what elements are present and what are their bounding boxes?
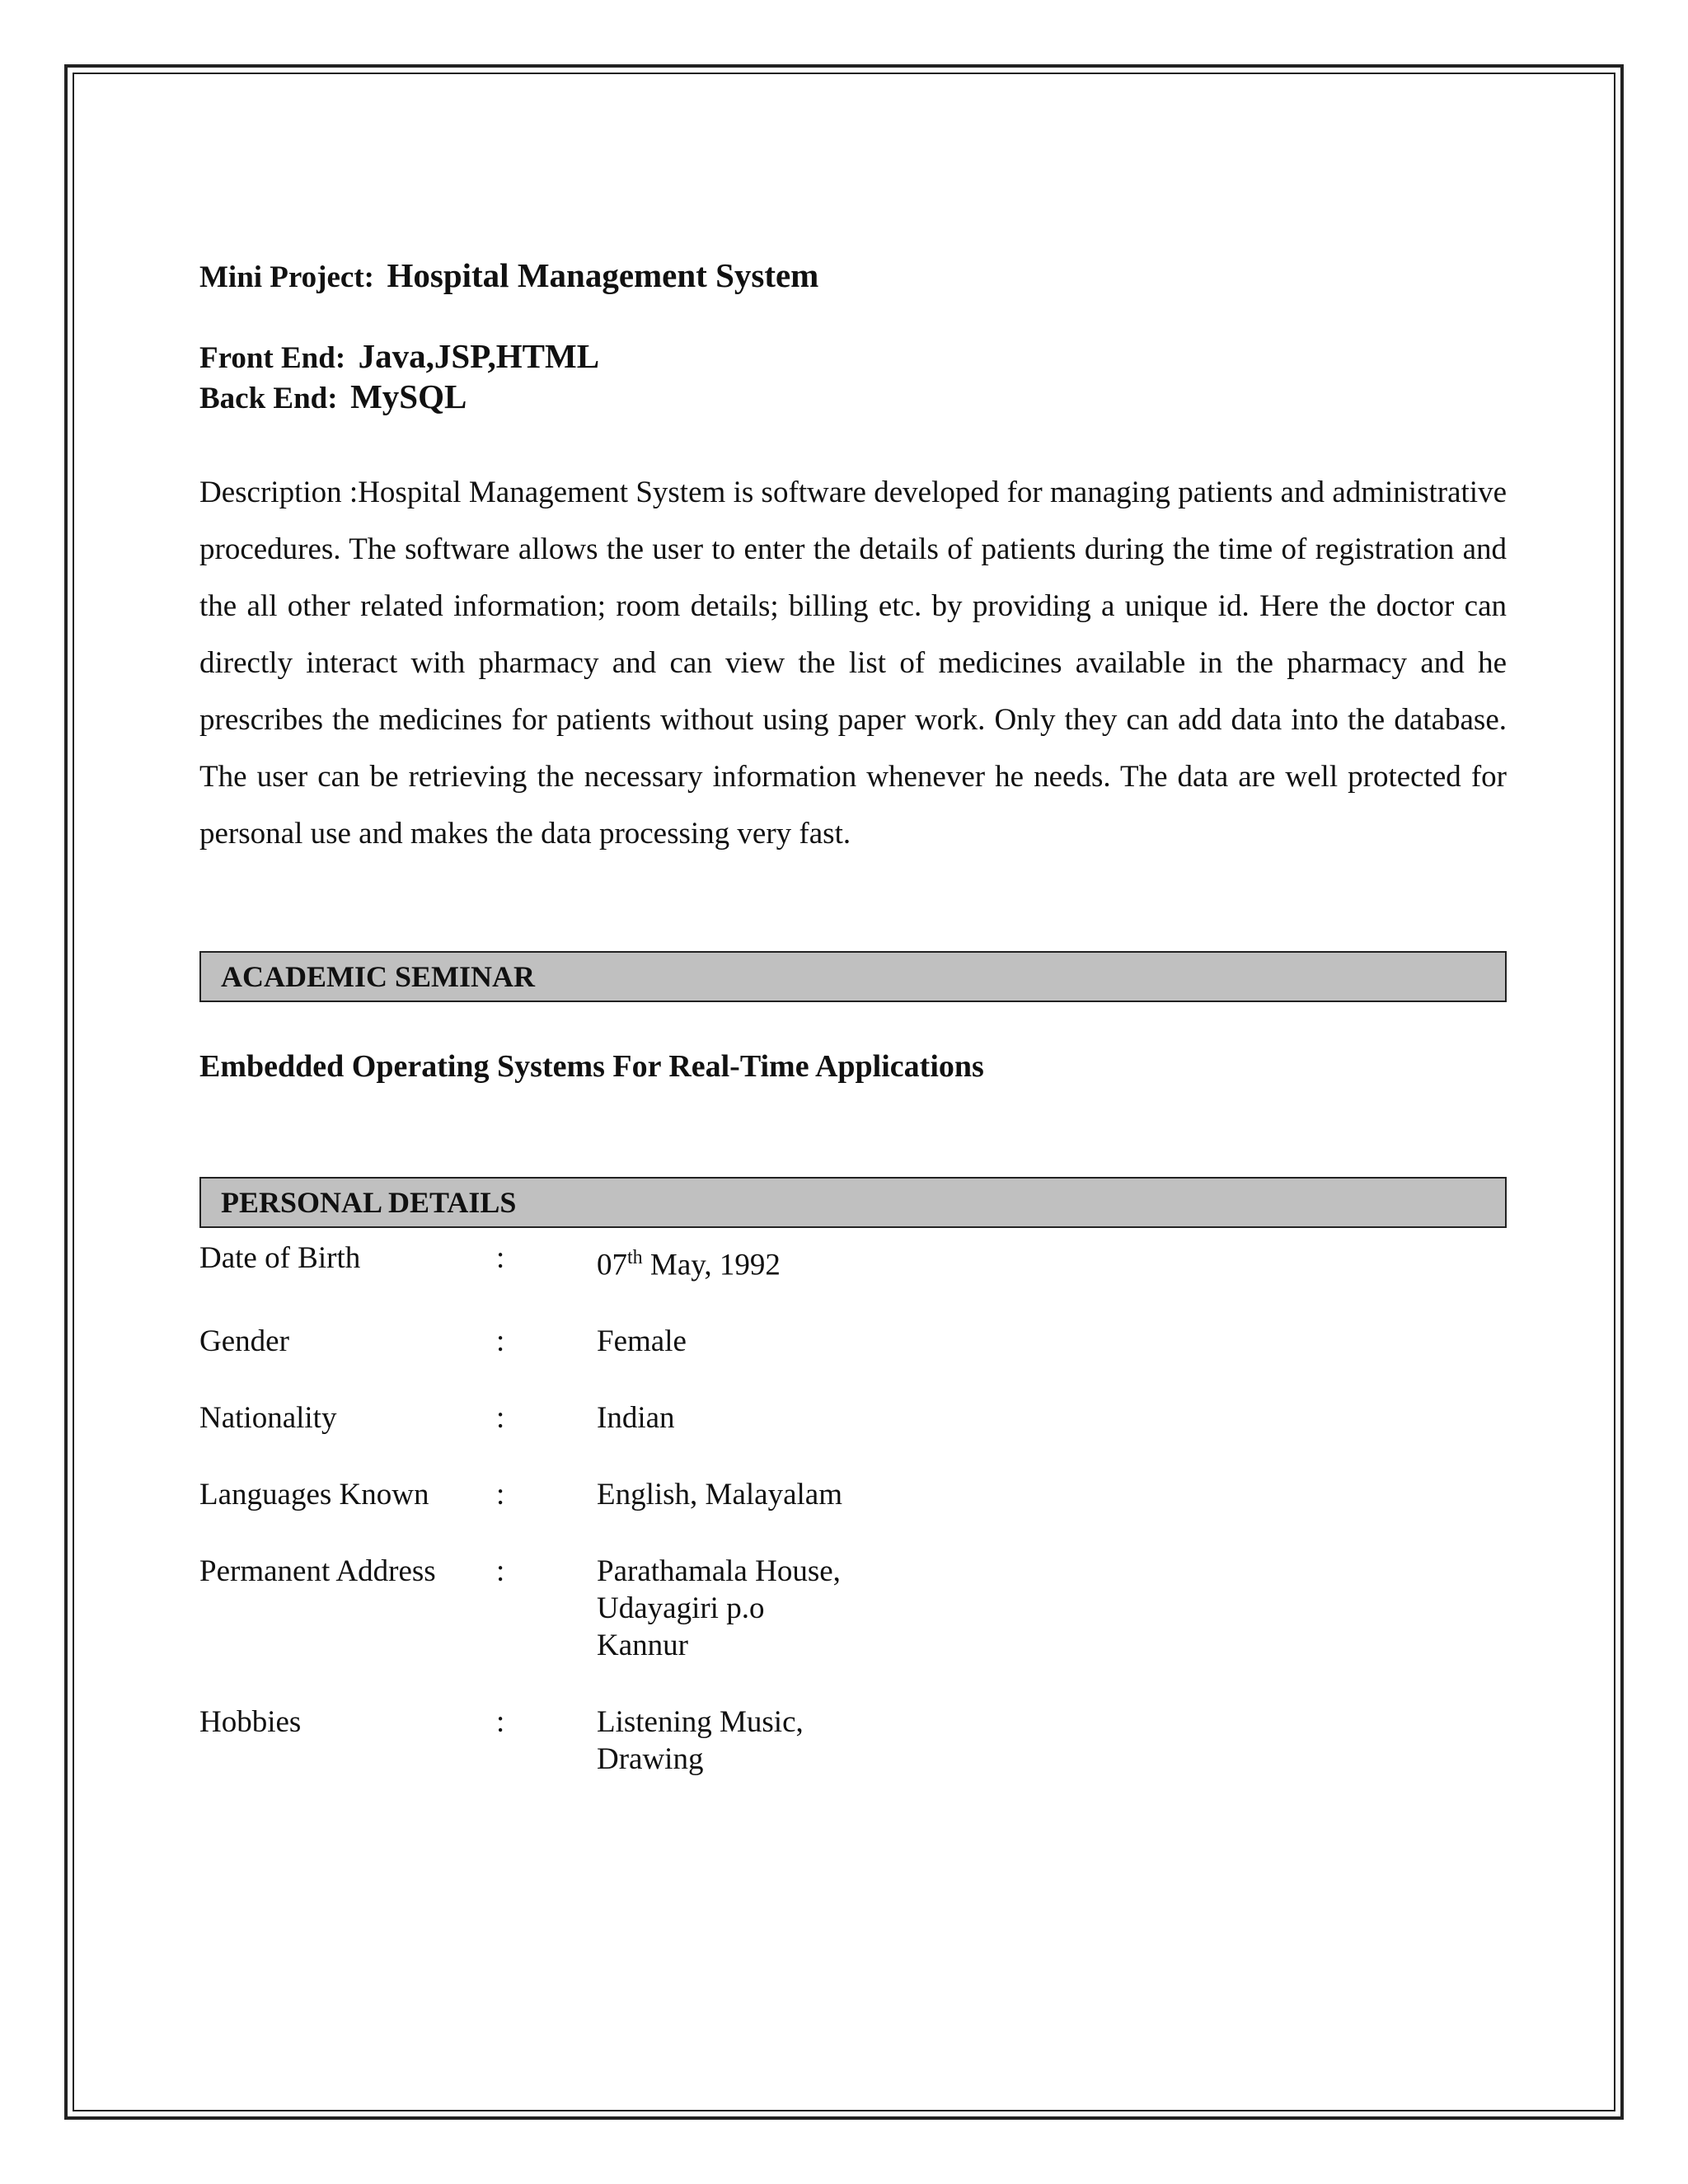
personal-details-list (199, 1240, 1507, 1778)
academic-seminar-heading: ACADEMIC SEMINAR (199, 951, 1507, 1002)
detail-row-gender (199, 1323, 1507, 1360)
gender-label: Gender (199, 1324, 289, 1359)
mini-project-value: Hospital Management System (387, 256, 819, 294)
languages-label: Languages Known (199, 1478, 429, 1512)
hobby-line: Listening Music, (597, 1705, 804, 1740)
dob-label: Date of Birth (199, 1240, 361, 1275)
separator: : (496, 1324, 505, 1359)
separator: : (496, 1705, 505, 1740)
separator: : (496, 1240, 505, 1275)
personal-details-heading: PERSONAL DETAILS (199, 1177, 1507, 1228)
detail-row-dob (199, 1240, 1507, 1283)
separator: : (496, 1401, 505, 1436)
separator: : (496, 1478, 505, 1512)
mini-project-label: Mini Project: (199, 260, 374, 294)
back-end-label: Back End: (199, 382, 338, 416)
back-end-line (199, 377, 1507, 418)
detail-row-languages (199, 1476, 1507, 1513)
front-end-value: Java,JSP,HTML (358, 336, 600, 375)
seminar-title: Embedded Operating Systems For Real-Time Applications (199, 1048, 984, 1084)
address-line: Udayagiri p.o (597, 1591, 765, 1626)
address-line: Parathamala House, (597, 1554, 841, 1589)
back-end-value: MySQL (350, 377, 467, 416)
nationality-value: Indian (597, 1401, 675, 1436)
hobby-line: Drawing (597, 1742, 704, 1777)
dob-value (597, 1240, 1507, 1283)
address-line: Kannur (597, 1629, 688, 1663)
separator: : (496, 1554, 505, 1589)
address-value (597, 1553, 1507, 1664)
languages-value: English, Malayalam (597, 1478, 842, 1512)
nationality-label: Nationality (199, 1401, 337, 1436)
mini-project-line (199, 255, 1507, 297)
hobbies-label: Hobbies (199, 1705, 302, 1740)
resume-content (199, 255, 1507, 1778)
dob-day: 07 (597, 1248, 627, 1282)
dob-month-year: May, 1992 (642, 1248, 781, 1282)
dob-suffix: th (627, 1246, 643, 1268)
hobbies-value (597, 1704, 1507, 1778)
detail-row-address (199, 1553, 1507, 1664)
address-label: Permanent Address (199, 1554, 436, 1589)
project-description: Description :Hospital Management System is software developed for managing patients and administrative procedures. The software allows the user to enter the details of patients during the time of registration and the all other related information; room details; billing etc. by providing a unique id. Here the doctor can directly interact with pharmacy and can view the list of medicines available in the pharmacy and he prescribes the medicines for patients without using paper work. Only they can add data into the database. The user can be retrieving the necessary information whenever he needs. The data are well protected for personal use and makes the data processing very fast. (199, 475, 1507, 851)
gender-value: Female (597, 1324, 687, 1359)
front-end-line (199, 336, 1507, 377)
detail-row-nationality (199, 1399, 1507, 1436)
front-end-label: Front End: (199, 340, 346, 375)
detail-row-hobbies (199, 1704, 1507, 1778)
